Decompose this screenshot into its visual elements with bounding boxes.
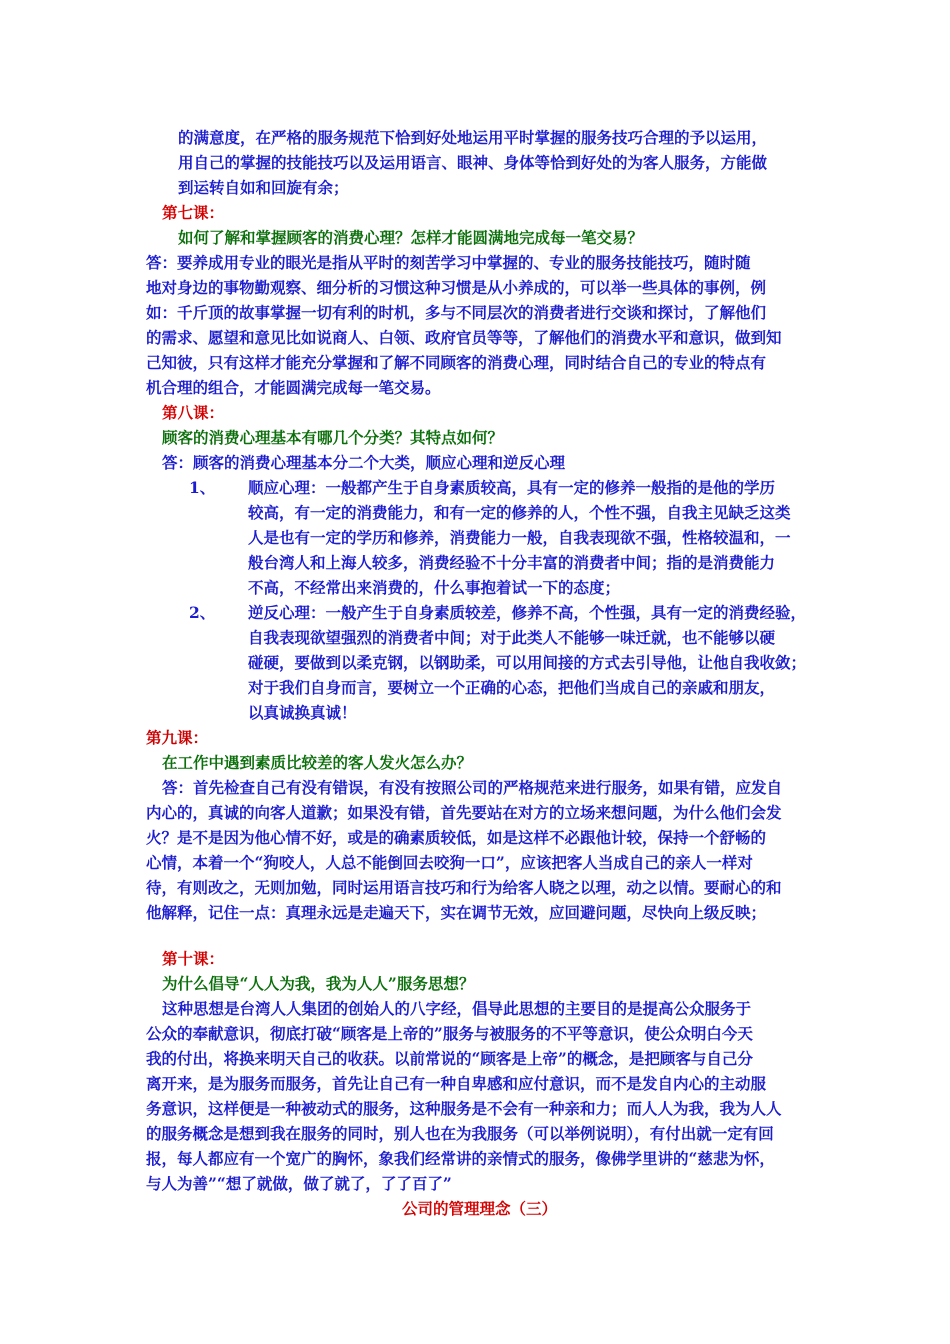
lesson9-answer-line: 答：首先检查自己有没有错误，有没有按照公司的严格规范来进行服务，如果有错，应发自	[162, 778, 783, 797]
lesson8-question: 顾客的消费心理基本有哪几个分类？其特点如何？	[162, 428, 504, 447]
lesson9-question: 在工作中遇到素质比较差的客人发火怎么办？	[162, 753, 473, 772]
intro-line: 的满意度，在严格的服务规范下恰到好处地运用平时掌握的服务技巧合理的予以运用，	[178, 128, 768, 147]
list-item-line: 自我表现欲望强烈的消费者中间；对于此类人不能够一味迁就，也不能够以硬	[248, 628, 776, 647]
lesson9-answer-line: 火？是不是因为他心情不好，或是的确素质较低，如是这样不必跟他计较，保持一个舒畅的	[146, 828, 767, 847]
lesson7-question: 如何了解和掌握顾客的消费心理？怎样才能圆满地完成每一笔交易？	[178, 228, 644, 247]
intro-line: 用自己的掌握的技能技巧以及运用语言、眼神、身体等恰到好处的为客人服务，方能做	[178, 153, 768, 172]
list-item-line: 不高，不经常出来消费的，什么事抱着试一下的态度；	[248, 578, 621, 597]
list-item-line: 人是也有一定的学历和修养，消费能力一般，自我表现欲不强，性格较温和，一	[248, 528, 791, 547]
lesson9-answer-line: 待，有则改之，无则加勉，同时运用语言技巧和行为给客人晓之以理，动之以情。要耐心的和	[146, 878, 782, 897]
list-item-line: 碰硬，要做到以柔克钢，以钢助柔，可以用间接的方式去引导他，让他自我收敛；	[248, 653, 807, 672]
lesson10-answer-line: 与人为善”“想了就做，做了就了，了了百了”	[146, 1174, 452, 1193]
lesson10-answer-line: 的服务概念是想到我在服务的同时，别人也在为我服务（可以举例说明），有付出就一定有回	[146, 1124, 774, 1143]
lesson10-answer-line: 我的付出，将换来明天自己的收获。以前常说的“顾客是上帝”的概念，是把顾客与自己分	[146, 1049, 753, 1068]
lesson7-answer-line: 答：要养成用专业的眼光是指从平时的刻苦学习中掌握的、专业的服务技能技巧，随时随	[146, 253, 751, 272]
lesson9-answer-line: 心情，本着一个“狗咬人，人总不能倒回去咬狗一口”，应该把客人当成自己的亲人一样对	[146, 853, 753, 872]
section-title: 公司的管理理念（三）	[402, 1199, 558, 1218]
list-item-line: 般台湾人和上海人较多，消费经验不十分丰富的消费者中间；指的是消费能力	[248, 553, 776, 572]
lesson7-answer-line: 的需求、愿望和意见比如说商人、白领、政府官员等等，了解他们的消费水平和意识，做到知	[146, 328, 782, 347]
lesson7-answer-line: 地对身边的事物勤观察、细分析的习惯这种习惯是从小养成的，可以举一些具体的事例，例	[146, 278, 767, 297]
list-item-line: 以真诚换真诚！	[248, 703, 357, 722]
intro-line: 到运转自如和回旋有余；	[178, 178, 349, 197]
lesson10-question: 为什么倡导“人人为我，我为人人”服务思想？	[162, 974, 475, 993]
lesson7-answer-line: 如：千斤顶的故事掌握一切有利的时机，多与不同层次的消费者进行交谈和探讨，了解他们	[146, 303, 767, 322]
list-item-line: 对于我们自身而言，要树立一个正确的心态，把他们当成自己的亲戚和朋友，	[248, 678, 776, 697]
lesson7-answer-line: 机合理的组合，才能圆满完成每一笔交易。	[146, 378, 441, 397]
list-item-line: 逆反心理：一般产生于自身素质较差，修养不高，个性强，具有一定的消费经验，	[248, 603, 807, 622]
lesson10-answer-line: 务意识，这样便是一种被动式的服务，这种服务是不会有一种亲和力；而人人为我，我为人人	[146, 1099, 782, 1118]
lesson10-answer-line: 离开来，是为服务而服务，首先让自己有一种自卑感和应付意识，而不是发自内心的主动服	[146, 1074, 767, 1093]
list-item-line: 顺应心理：一般都产生于自身素质较高，具有一定的修养一般指的是他的学历	[248, 478, 776, 497]
lesson10-heading: 第十课：	[162, 949, 225, 968]
lesson9-heading: 第九课：	[146, 728, 209, 747]
lesson10-answer-line: 报，每人都应有一个宽广的胸怀，象我们经常讲的亲情式的服务，像佛学里讲的“慈悲为怀，	[146, 1149, 775, 1168]
lesson10-answer-line: 这种思想是台湾人人集团的创始人的八字经，倡导此思想的主要目的是提高公众服务于	[162, 999, 752, 1018]
lesson8-answer-intro: 答：顾客的消费心理基本分二个大类，顺应心理和逆反心理	[162, 453, 566, 472]
lesson7-answer-line: 己知彼，只有这样才能充分掌握和了解不同顾客的消费心理，同时结合自己的专业的特点有	[146, 353, 767, 372]
lesson10-answer-line: 公众的奉献意识，彻底打破“顾客是上帝的”服务与被服务的不平等意识，使公众明白今天	[146, 1024, 753, 1043]
list-number: 1、	[189, 478, 216, 497]
lesson7-heading: 第七课：	[162, 203, 225, 222]
lesson9-answer-line: 内心的，真诚的向客人道歉；如果没有错，首先要站在对方的立场来想问题，为什么他们会发	[146, 803, 782, 822]
list-number: 2、	[189, 603, 216, 622]
lesson8-heading: 第八课：	[162, 403, 225, 422]
lesson9-answer-line: 他解释，记住一点：真理永远是走遍天下，实在调节无效，应回避问题，尽快向上级反映；	[146, 903, 767, 922]
list-item-line: 较高，有一定的消费能力，和有一定的修养的人，个性不强，自我主见缺乏这类	[248, 503, 791, 522]
